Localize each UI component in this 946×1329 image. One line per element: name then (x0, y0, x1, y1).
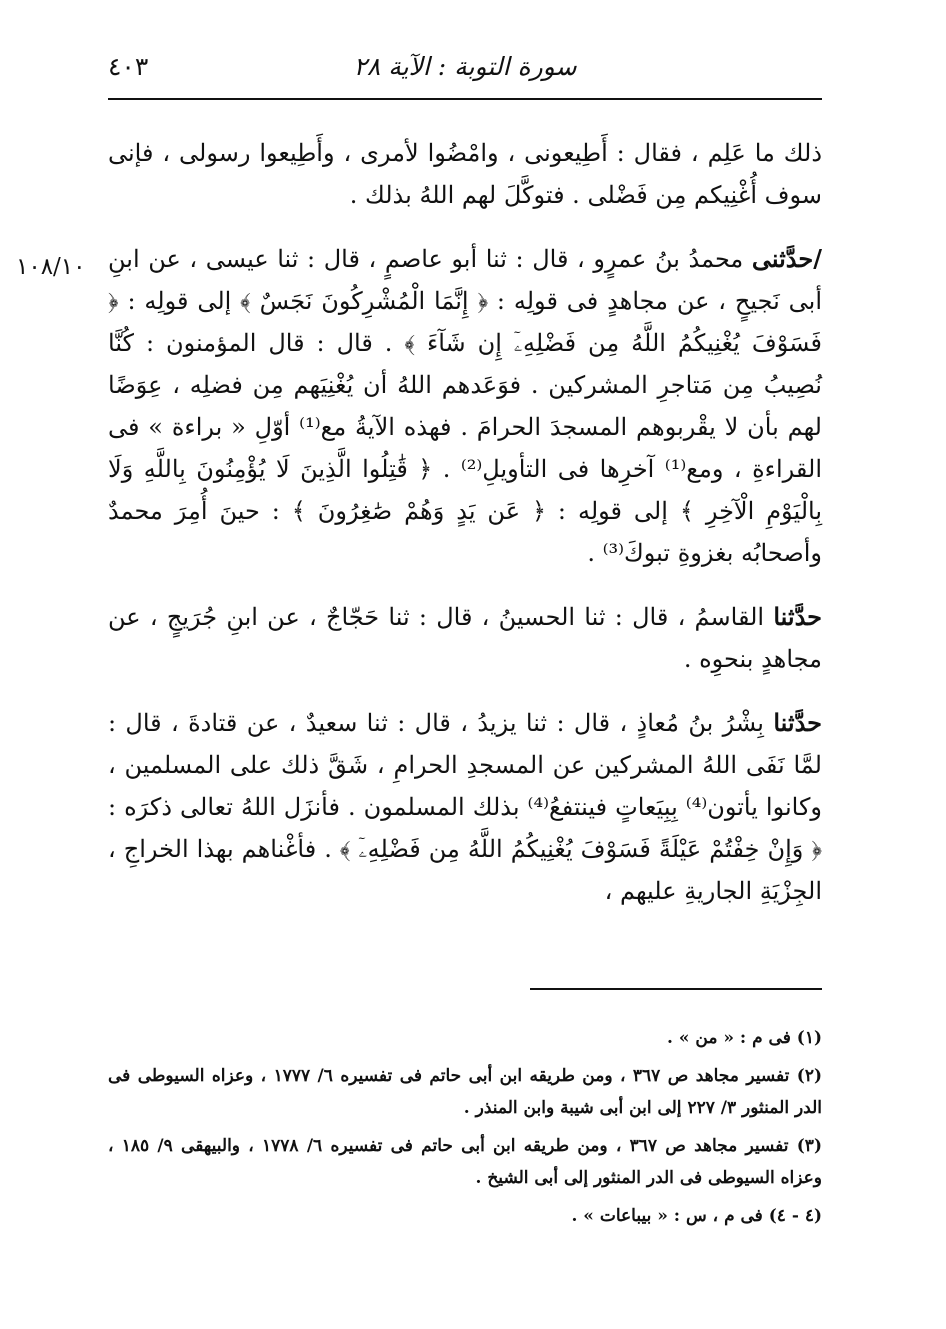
paragraph (108, 132, 822, 216)
paragraph-lead: /حدَّثنى (751, 244, 822, 273)
paragraph (108, 702, 822, 912)
paragraph-lead: حدَّثنا (773, 602, 822, 631)
paragraph-text: محمدُ بنُ عمرٍو ، قال : ثنا أبو عاصمٍ ، قال : ثنا عيسى ، عن ابنِ أبى نَجيحٍ ، عن مجاهدٍ فى قولِه : ﴿ إِنَّمَا الْمُشْرِكُونَ نَجَسٌ ﴾ إلى قولِه : ﴿ فَسَوْفَ يُغْنِيكُمُ اللَّهُ مِن فَضْلِهِۦٓ إِن شَآءَ ﴾ . قال : قال المؤمنون : كُنَّا نُصِيبُ مِن مَتاجرِ المشركين . فوَعَدهم اللهُ أن يُغْنِيَهم مِن فضلِه ، عِوَضًا لهم بأن لا يقْربوهم المسجدَ الحرامَ . فهذه الآيةُ مع⁽¹⁾ أوّلِ « براءة » فى القراءةِ ، ومع⁽¹⁾ آخرِها فى التأويلِ⁽²⁾ . ﴿ قَٰتِلُوا الَّذِينَ لَا يُؤْمِنُونَ بِاللَّهِ وَلَا بِالْيَوْمِ الْآخِرِ ﴾ إلى قولِه : ﴿ عَن يَدٍ وَهُمْ صَٰغِرُونَ ﴾ : حينَ أُمِرَ محمدٌ وأصحابُه بغزوةِ تبوكَ⁽³⁾ . (108, 245, 822, 567)
header-rule (108, 98, 822, 100)
paragraph-text: ذلك ما عَلِم ، فقال : أَطِيعونى ، وامْضُوا لأمرى ، وأَطِيعوا رسولى ، فإنى سوف أُغْنِيكم مِن فَضْلى . فتوكَّلَ لهم اللهُ بذلك . (108, 139, 823, 209)
footnote: (٣) تفسير مجاهد ص ٣٦٧ ، ومن طريقه ابن أبى حاتم فى تفسيره ٦/ ١٧٧٨ ، والبيهقى ٩/ ١٨٥ ، وعزاه السيوطى فى الدر المنثور إلى أبى الشيخ . (108, 1136, 822, 1188)
footnote-separator (530, 988, 822, 990)
footnote: (٤ - ٤) فى م ، س : « بيباعات » . (571, 1206, 822, 1226)
paragraph-text: القاسمُ ، قال : ثنا الحسينُ ، قال : ثنا حَجّاجٌ ، عن ابنِ جُرَيجٍ ، عن مجاهدٍ بنحوِه . (108, 603, 822, 673)
paragraph (108, 238, 822, 574)
paragraph-text: بِشْرُ بنُ مُعاذٍ ، قال : ثنا يزيدُ ، قال : ثنا سعيدٌ ، عن قتادةَ ، قال : لمَّا نَفَى اللهُ المشركين عن المسجدِ الحرامِ ، شَقَّ ذلك على المسلمين ، وكانوا يأتون⁽⁴⁾ بِبِيَعاتٍ فينتفعُ⁽⁴⁾ بذلك المسلمون . فأنزَل اللهُ تعالى ذكرَه : ﴿ وَإِنْ خِفْتُمْ عَيْلَةً فَسَوْفَ يُغْنِيكُمُ اللَّهُ مِن فَضْلِهِۦٓ ﴾ . فأغْناهم بهذا الخراجِ ، الجِزْيَةِ الجاريةِ عليهم ، (108, 709, 822, 905)
running-head (108, 48, 822, 94)
margin-reference: ١٠٨/١٠ (16, 254, 86, 280)
footnote: (١) فى م : « من » . (667, 1028, 822, 1048)
paragraph (108, 596, 822, 680)
main-text (108, 132, 822, 912)
paragraph-lead: حدَّثنا (773, 708, 822, 737)
page-number: ٤٠٣ (108, 52, 149, 81)
footnote: (٢) تفسير مجاهد ص ٣٦٧ ، ومن طريقه ابن أبى حاتم فى تفسيره ٦/ ١٧٧٧ ، وعزاه السيوطى فى الدر المنثور ٣/ ٢٢٧ إلى ابن أبى شيبة وابن المنذر . (108, 1066, 822, 1118)
surah-title: سورة التوبة : الآية ٢٨ (353, 52, 577, 81)
footnotes (108, 1022, 822, 1238)
